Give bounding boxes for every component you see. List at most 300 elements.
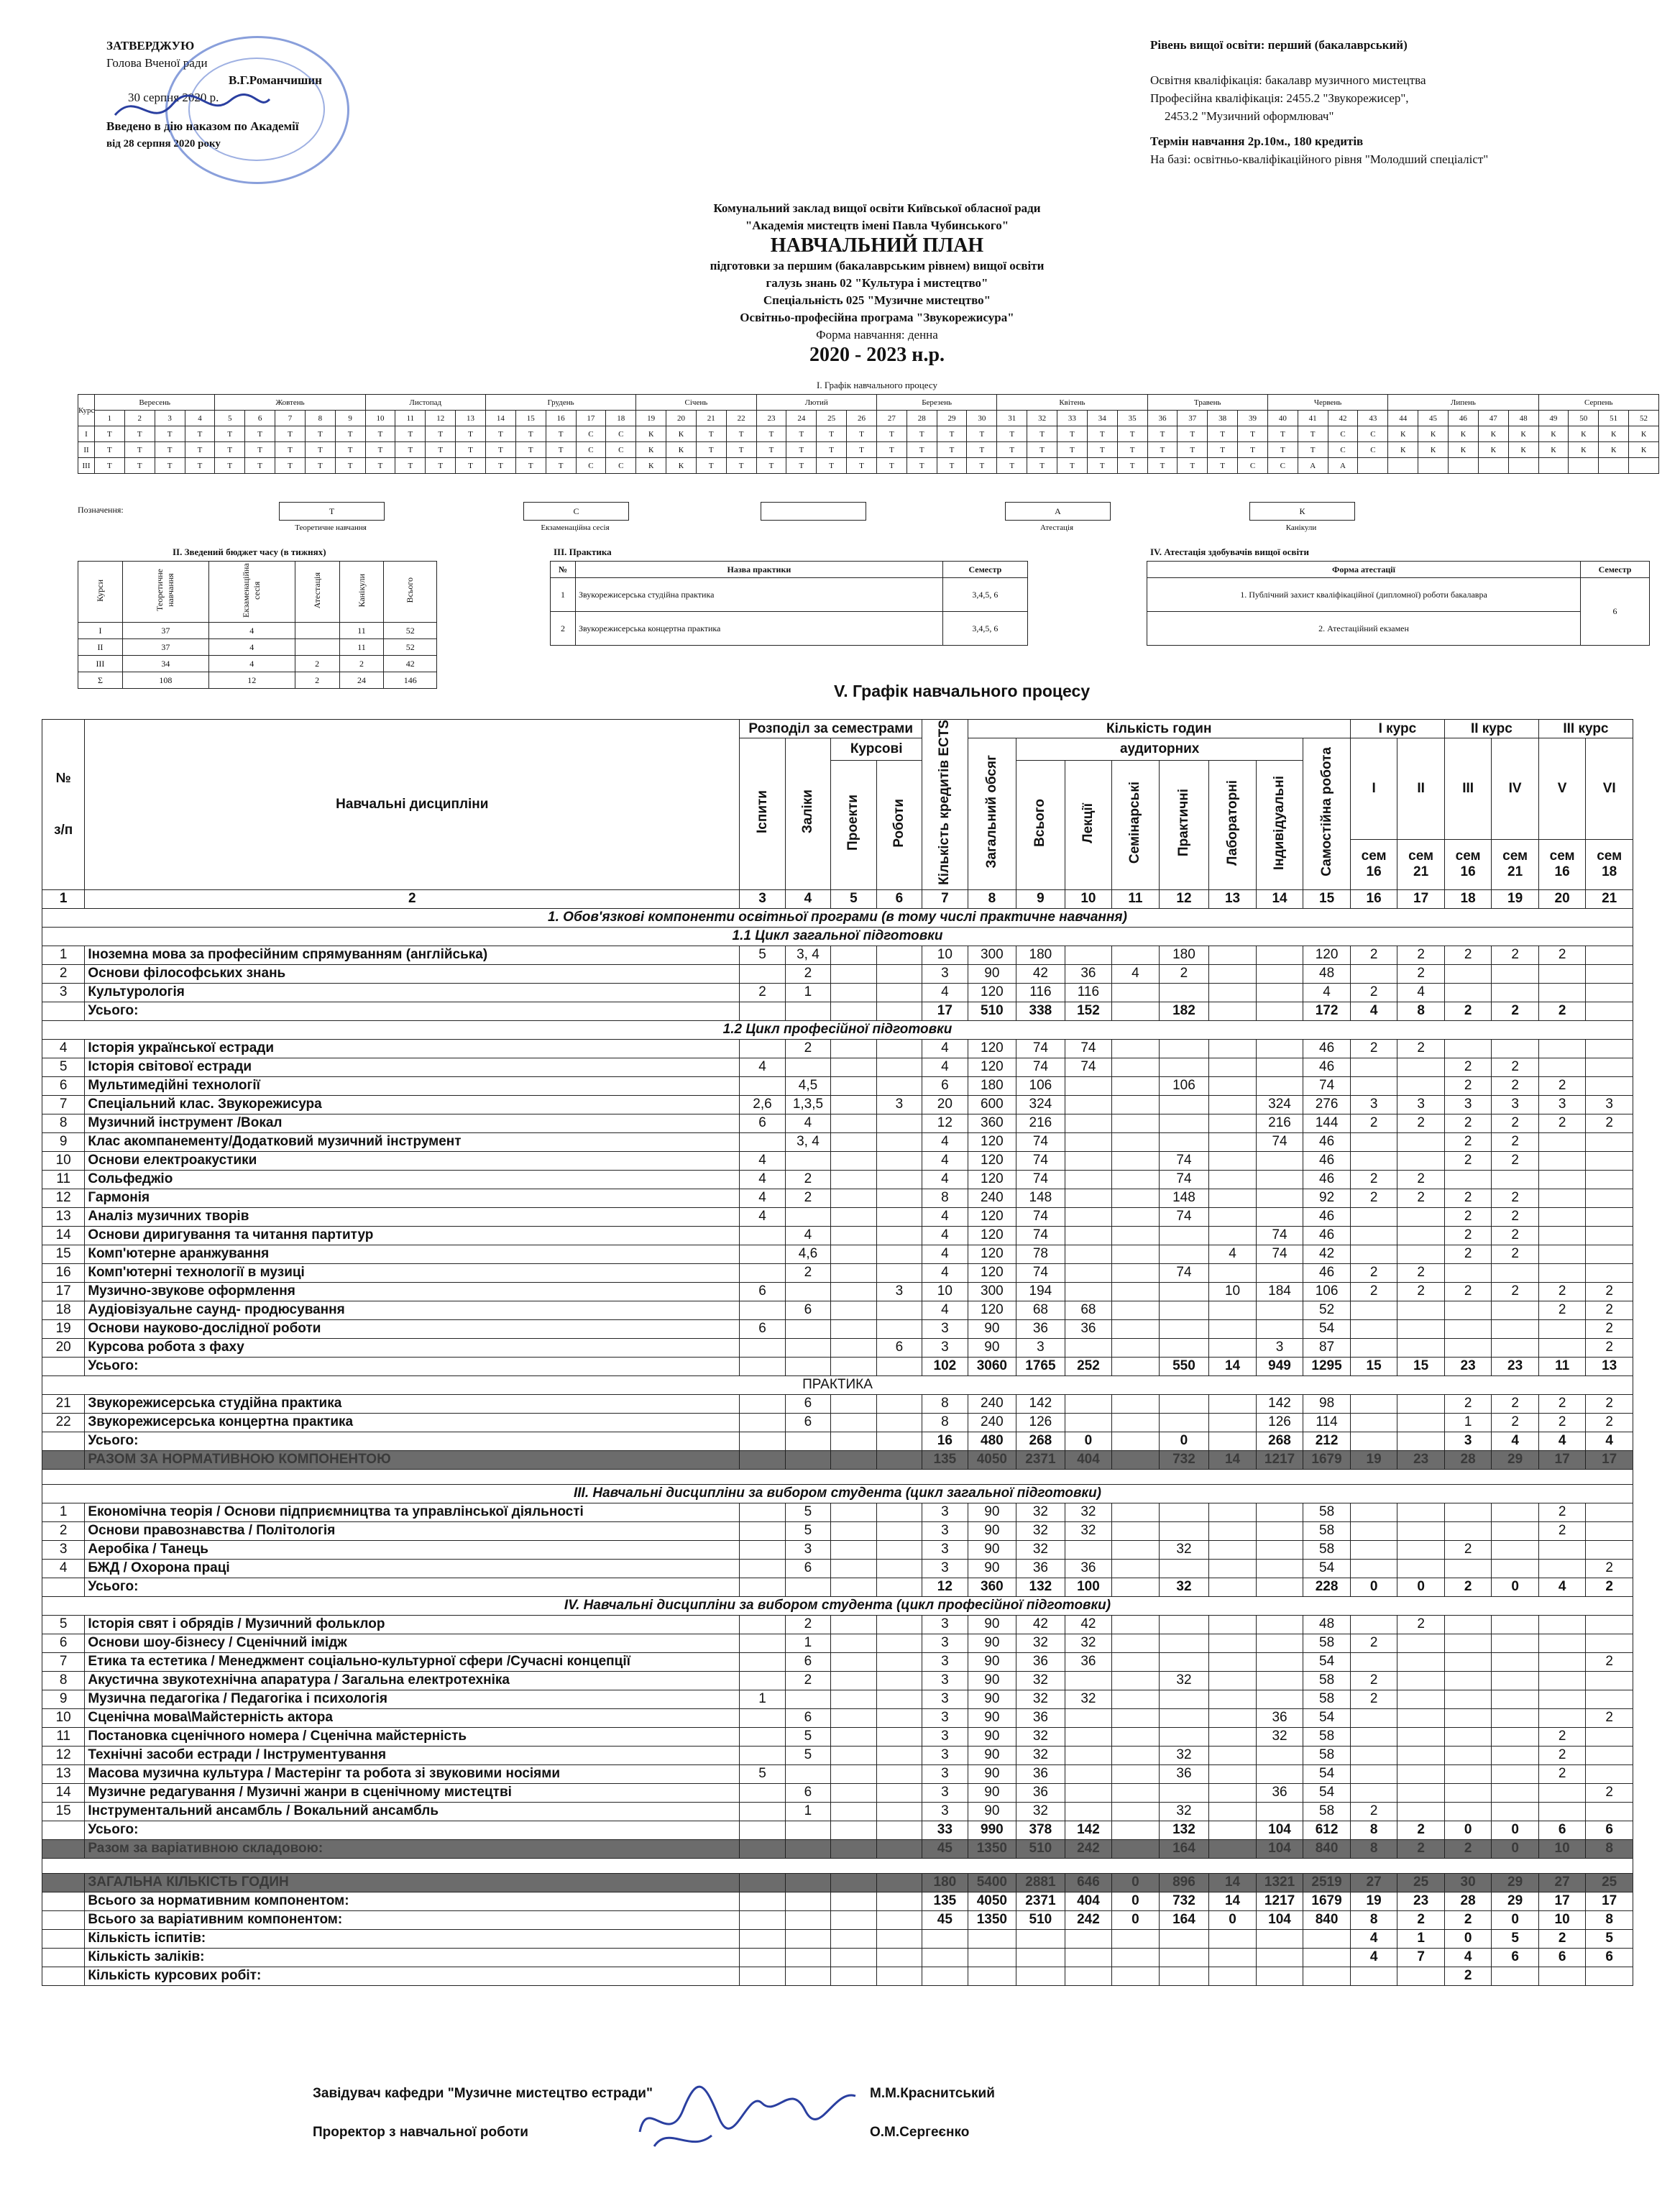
table-cell — [1209, 1652, 1257, 1671]
schedule-cell: Т — [1117, 442, 1147, 458]
table-cell — [1209, 1226, 1257, 1245]
table-cell: 36 — [1016, 1319, 1065, 1338]
schedule-cell: К — [1508, 426, 1538, 442]
table-cell — [1538, 1319, 1586, 1338]
table-row — [42, 1858, 1633, 1873]
discipline-name: Постановка сценічного номера / Сценічна майстерність — [85, 1727, 740, 1746]
table-cell: 74 — [1065, 1058, 1112, 1076]
schedule-week: 7 — [275, 411, 306, 426]
table-cell: 3 — [922, 1764, 968, 1783]
practice-cell: 2 — [551, 612, 576, 646]
schedule-cell: Т — [1147, 458, 1178, 474]
table-cell: 4 — [740, 1058, 785, 1076]
table-cell: 2 — [1350, 1189, 1397, 1207]
schedule-cell: Т — [456, 458, 486, 474]
table-row — [42, 1151, 1633, 1170]
table-cell: 10 — [42, 1708, 85, 1727]
table-cell — [1492, 1708, 1539, 1727]
table-cell: 1 — [1444, 1413, 1492, 1432]
table-cell — [1586, 1207, 1633, 1226]
table-cell: 74 — [1065, 1039, 1112, 1058]
table-cell: 48 — [1303, 1615, 1351, 1634]
table-cell — [785, 1151, 830, 1170]
practice-header: № — [551, 562, 576, 578]
table-row — [42, 1282, 1633, 1301]
table-cell — [831, 1839, 876, 1858]
table-cell — [1065, 1746, 1112, 1764]
table-row — [42, 1432, 1633, 1450]
schedule-cell: С — [576, 442, 606, 458]
table-cell — [1538, 1338, 1586, 1357]
table-cell — [1159, 1338, 1209, 1357]
table-cell — [1209, 1503, 1257, 1521]
discipline-name: Музичний інструмент /Вокал — [85, 1114, 740, 1132]
table-cell: 0 — [1112, 1892, 1160, 1910]
discipline-name: Усього: — [85, 1821, 740, 1839]
table-cell — [876, 1521, 922, 1540]
table-cell — [740, 1226, 785, 1245]
table-cell — [1492, 1559, 1539, 1578]
header-auditorium: аудиторних — [1016, 738, 1303, 761]
table-cell: 2 — [1586, 1413, 1633, 1432]
table-cell: 36 — [1016, 1559, 1065, 1578]
table-cell — [1492, 1967, 1539, 1985]
header-course: III курс — [1538, 720, 1633, 738]
schedule-week: 47 — [1478, 411, 1508, 426]
budget-cell: 12 — [208, 672, 295, 689]
colnum-cell: 5 — [831, 889, 876, 908]
schedule-cell: К — [1629, 426, 1659, 442]
table-cell: 6 — [785, 1394, 830, 1413]
table-cell: 6 — [1538, 1821, 1586, 1839]
table-cell — [1256, 1521, 1303, 1540]
table-cell — [1350, 1764, 1397, 1783]
header-semester: VI — [1586, 738, 1633, 840]
budget-cell: 4 — [208, 656, 295, 672]
schedule-row — [78, 442, 1659, 458]
table-cell — [1112, 1189, 1160, 1207]
header-all-text: Всього — [1032, 798, 1048, 847]
budget-header-text: Теоретичне навчання — [155, 569, 176, 612]
schedule-week: 48 — [1508, 411, 1538, 426]
schedule-week: 28 — [906, 411, 937, 426]
table-cell — [1444, 1301, 1492, 1319]
table-cell — [1209, 1521, 1257, 1540]
table-cell: 2 — [1444, 1058, 1492, 1076]
table-row — [42, 1615, 1633, 1634]
plan-year: 2020 - 2023 н.р. — [809, 344, 945, 366]
header-sem-weeks-value: 18 — [1602, 864, 1617, 880]
table-row — [42, 1503, 1633, 1521]
table-cell: 28 — [1444, 1892, 1492, 1910]
budget-title: II. Зведений бюджет часу (в тижнях) — [173, 546, 326, 557]
header-selfwork — [1303, 738, 1351, 890]
table-cell: 2 — [1538, 1521, 1586, 1540]
table-cell: 32 — [1065, 1521, 1112, 1540]
schedule-cell: Т — [275, 442, 306, 458]
budget-header-text: Канікули — [356, 573, 367, 608]
table-cell — [876, 1357, 922, 1375]
table-cell: 896 — [1159, 1873, 1209, 1892]
table-cell — [1159, 1559, 1209, 1578]
colnum-cell: 11 — [1112, 889, 1160, 908]
attestation-table — [1147, 561, 1650, 646]
table-cell — [831, 1802, 876, 1821]
header-sem-label: сем — [1502, 848, 1528, 864]
discipline-name: Сценічна мова\Майстерність актора — [85, 1708, 740, 1727]
table-cell: 12 — [42, 1189, 85, 1207]
table-cell — [1256, 946, 1303, 964]
schedule-cell: Т — [756, 458, 786, 474]
table-cell — [1492, 1301, 1539, 1319]
table-cell: 6 — [922, 1076, 968, 1095]
table-cell — [1256, 1929, 1303, 1948]
table-cell: 2 — [785, 1170, 830, 1189]
table-cell — [831, 1783, 876, 1802]
table-cell — [1397, 1708, 1445, 1727]
schedule-month: Серпень — [1538, 395, 1659, 411]
table-cell — [1303, 1929, 1351, 1948]
table-cell: 2 — [1586, 1652, 1633, 1671]
table-cell: 8 — [922, 1394, 968, 1413]
table-cell: 10 — [922, 1282, 968, 1301]
header-num-label: № — [55, 770, 71, 786]
table-cell — [1538, 1967, 1586, 1985]
schedule-cell: Т — [426, 442, 456, 458]
table-cell — [1112, 1301, 1160, 1319]
schedule-week: 33 — [1057, 411, 1088, 426]
schedule-cell: Т — [245, 442, 275, 458]
table-cell — [831, 1226, 876, 1245]
discipline-name: Музична педагогіка / Педагогіка і психологія — [85, 1690, 740, 1708]
header-sem-weeks-value: 16 — [1554, 864, 1570, 880]
table-cell: 3 — [922, 1727, 968, 1746]
schedule-week: 44 — [1388, 411, 1418, 426]
table-cell: 0 — [1112, 1910, 1160, 1929]
table-cell: 54 — [1303, 1319, 1351, 1338]
table-cell — [1444, 1708, 1492, 1727]
table-cell: 4 — [1538, 1432, 1586, 1450]
legend-caption: Канікули — [1285, 523, 1317, 532]
table-cell — [831, 1394, 876, 1413]
table-cell: 2 — [1350, 1671, 1397, 1690]
table-cell — [1112, 1690, 1160, 1708]
header-tests-text: Заліки — [799, 789, 815, 834]
table-cell: 216 — [1256, 1114, 1303, 1132]
table-cell: 2 — [785, 1671, 830, 1690]
signature-labels — [313, 2074, 653, 2152]
schedule-cell: Т — [426, 458, 456, 474]
table-cell: 3 — [42, 983, 85, 1002]
attestation-semester: 6 — [1581, 578, 1650, 646]
table-cell — [1538, 1671, 1586, 1690]
budget-header — [295, 562, 339, 623]
table-cell: 2 — [1492, 1245, 1539, 1263]
schedule-cell: Т — [756, 426, 786, 442]
table-cell: 3 — [1350, 1095, 1397, 1114]
table-cell: 6 — [42, 1634, 85, 1652]
table-cell: 32 — [1159, 1746, 1209, 1764]
table-cell — [785, 1450, 830, 1469]
vice-name: О.М.Сергеєнко — [870, 2125, 970, 2140]
schedule-cell: С — [1267, 458, 1298, 474]
schedule-week: 32 — [1027, 411, 1057, 426]
table-cell — [1350, 1301, 1397, 1319]
table-cell — [1586, 1263, 1633, 1282]
table-row — [42, 1263, 1633, 1282]
table-cell: 3 — [922, 1521, 968, 1540]
schedule-cell: Т — [817, 442, 847, 458]
table-cell — [1444, 1615, 1492, 1634]
table-cell — [876, 1783, 922, 1802]
table-cell: 2 — [1397, 1821, 1445, 1839]
table-cell: 116 — [1016, 983, 1065, 1002]
table-cell: 2 — [1586, 1301, 1633, 1319]
table-cell — [1586, 1540, 1633, 1559]
schedule-course: III — [78, 458, 95, 474]
table-cell: 11 — [42, 1170, 85, 1189]
table-cell — [42, 1002, 85, 1020]
table-cell: 6 — [740, 1319, 785, 1338]
header-semester: I — [1350, 738, 1397, 840]
table-cell — [1444, 1503, 1492, 1521]
table-cell: 5 — [785, 1727, 830, 1746]
table-cell — [740, 1357, 785, 1375]
legend-box: С — [523, 502, 629, 521]
table-cell — [740, 1727, 785, 1746]
table-cell: 2 — [1538, 1746, 1586, 1764]
table-cell: 3 — [922, 1319, 968, 1338]
table-cell: 13 — [1586, 1357, 1633, 1375]
table-cell — [740, 1967, 785, 1985]
table-cell: 4 — [1350, 1002, 1397, 1020]
schedule-cell: К — [1538, 442, 1569, 458]
table-cell — [740, 1948, 785, 1967]
table-cell — [740, 1263, 785, 1282]
table-row — [42, 1338, 1633, 1357]
table-cell: 6 — [785, 1301, 830, 1319]
table-cell — [740, 1783, 785, 1802]
table-cell: 18 — [42, 1301, 85, 1319]
discipline-name: Гармонія — [85, 1189, 740, 1207]
schedule-cell: К — [666, 458, 697, 474]
schedule-cell: Т — [906, 442, 937, 458]
table-cell — [1209, 1967, 1257, 1985]
table-cell: 242 — [1065, 1839, 1112, 1858]
table-cell — [831, 1301, 876, 1319]
table-cell: 42 — [1016, 964, 1065, 983]
schedule-month: Жовтень — [215, 395, 365, 411]
table-cell — [1256, 1263, 1303, 1282]
table-cell — [1350, 1058, 1397, 1076]
table-cell — [785, 1948, 830, 1967]
table-cell — [831, 983, 876, 1002]
table-cell: 46 — [1303, 1132, 1351, 1151]
table-cell — [876, 1039, 922, 1058]
table-cell: 46 — [1303, 1170, 1351, 1189]
table-cell — [740, 1132, 785, 1151]
table-cell — [1350, 1319, 1397, 1338]
table-cell — [1065, 1245, 1112, 1263]
table-cell: 4 — [922, 1245, 968, 1263]
header-sem-weeks — [1492, 839, 1539, 889]
discipline-name: Технічні засоби естради / Інструментування — [85, 1746, 740, 1764]
table-cell: 2 — [1492, 1132, 1539, 1151]
table-cell — [876, 1727, 922, 1746]
colnum-cell: 10 — [1065, 889, 1112, 908]
schedule-cell: Т — [997, 458, 1027, 474]
section-title: 1.2 Цикл професійної підготовки — [42, 1020, 1633, 1039]
table-cell — [876, 1301, 922, 1319]
table-cell — [1350, 1245, 1397, 1263]
table-cell: 90 — [968, 1559, 1016, 1578]
table-cell — [1112, 1319, 1160, 1338]
schedule-cell: Т — [1208, 442, 1238, 458]
table-cell: 2 — [1586, 1282, 1633, 1301]
table-cell: 6 — [740, 1114, 785, 1132]
schedule-cell: Т — [1298, 442, 1328, 458]
discipline-name: Звукорежисерська студійна практика — [85, 1394, 740, 1413]
table-cell: 36 — [1016, 1708, 1065, 1727]
table-cell: 2 — [1397, 1114, 1445, 1132]
table-cell — [1065, 1671, 1112, 1690]
table-cell: 17 — [1538, 1450, 1586, 1469]
table-cell: 2 — [785, 1189, 830, 1207]
table-cell — [1350, 1132, 1397, 1151]
table-cell — [1397, 1671, 1445, 1690]
table-cell: 252 — [1065, 1357, 1112, 1375]
table-cell: 17 — [42, 1282, 85, 1301]
colnum-cell: 20 — [1538, 889, 1586, 908]
table-cell: 46 — [1303, 1151, 1351, 1170]
table-cell — [1112, 1076, 1160, 1095]
table-cell: 100 — [1065, 1578, 1112, 1596]
table-row — [42, 1189, 1633, 1207]
table-cell — [1444, 1802, 1492, 1821]
table-cell — [831, 1821, 876, 1839]
table-cell: 74 — [1016, 1058, 1065, 1076]
table-cell: 4 — [1112, 964, 1160, 983]
table-cell: 15 — [42, 1245, 85, 1263]
schedule-cell: Т — [967, 442, 997, 458]
table-cell — [1065, 1929, 1112, 1948]
table-cell — [1159, 1783, 1209, 1802]
table-cell — [1159, 1394, 1209, 1413]
table-cell: 90 — [968, 964, 1016, 983]
table-cell — [1538, 1226, 1586, 1245]
schedule-month: Січень — [636, 395, 756, 411]
table-cell — [831, 1207, 876, 1226]
schedule-cell: С — [1358, 442, 1388, 458]
table-cell: 2 — [1444, 1967, 1492, 1985]
table-row — [42, 1450, 1633, 1469]
header-total-volume — [968, 738, 1016, 890]
schedule-week: 40 — [1267, 411, 1298, 426]
table-cell: 5400 — [968, 1873, 1016, 1892]
schedule-week: 12 — [426, 411, 456, 426]
schedule-cell: С — [576, 458, 606, 474]
table-cell: 4 — [740, 1189, 785, 1207]
table-cell — [1112, 1170, 1160, 1189]
table-cell — [1492, 1338, 1539, 1357]
table-cell — [740, 1002, 785, 1020]
table-cell — [876, 1226, 922, 1245]
table-cell — [1492, 1671, 1539, 1690]
table-cell: 2371 — [1016, 1892, 1065, 1910]
table-cell: 32 — [1065, 1690, 1112, 1708]
table-cell — [1016, 1967, 1065, 1985]
schedule-week: 31 — [997, 411, 1027, 426]
schedule-cell: Т — [1087, 458, 1117, 474]
table-cell: 152 — [1065, 1002, 1112, 1020]
table-cell — [1586, 1039, 1633, 1058]
table-cell — [1350, 1521, 1397, 1540]
table-cell — [1159, 1095, 1209, 1114]
table-cell: 4 — [922, 1226, 968, 1245]
table-row — [42, 1783, 1633, 1802]
table-cell: 510 — [1016, 1910, 1065, 1929]
discipline-name: Основи філософських знань — [85, 964, 740, 983]
schedule-week: 21 — [696, 411, 726, 426]
table-cell: 104 — [1256, 1910, 1303, 1929]
table-cell: 2 — [1397, 1170, 1445, 1189]
table-cell — [1586, 1132, 1633, 1151]
table-cell: 949 — [1256, 1357, 1303, 1375]
schedule-cell: А — [1328, 458, 1358, 474]
schedule-week: 35 — [1117, 411, 1147, 426]
schedule-cell: С — [606, 442, 636, 458]
schedule-month: Грудень — [485, 395, 635, 411]
schedule-cell: С — [1328, 442, 1358, 458]
table-cell: 7 — [42, 1095, 85, 1114]
table-cell — [1209, 1076, 1257, 1095]
schedule-week: 23 — [756, 411, 786, 426]
table-cell: 4 — [1303, 983, 1351, 1002]
table-cell — [1444, 1634, 1492, 1652]
header-sem-label: сем — [1361, 848, 1387, 864]
table-cell: 4 — [922, 983, 968, 1002]
schedule-week: 25 — [817, 411, 847, 426]
budget-header — [78, 562, 123, 623]
table-cell — [1492, 983, 1539, 1002]
schedule-cell: К — [1478, 426, 1508, 442]
table-cell: 2 — [1586, 1394, 1633, 1413]
table-cell: 144 — [1303, 1114, 1351, 1132]
table-cell: 324 — [1256, 1095, 1303, 1114]
schedule-week: 50 — [1569, 411, 1599, 426]
schedule-week: 36 — [1147, 411, 1178, 426]
table-cell: 32 — [1016, 1690, 1065, 1708]
table-cell: 2 — [1538, 946, 1586, 964]
table-cell: 3 — [1256, 1338, 1303, 1357]
table-cell — [1586, 1690, 1633, 1708]
table-cell — [740, 1245, 785, 1263]
discipline-name: Кількість іспитів: — [85, 1929, 740, 1948]
table-cell — [42, 1432, 85, 1450]
schedule-cell: Т — [515, 458, 546, 474]
table-cell — [1065, 1189, 1112, 1207]
table-cell — [831, 1282, 876, 1301]
discipline-name: Інструментальний ансамбль / Вокальний ансамбль — [85, 1802, 740, 1821]
table-cell — [1209, 1559, 1257, 1578]
table-cell: 2 — [1444, 1226, 1492, 1245]
table-cell: 3 — [1397, 1095, 1445, 1114]
table-cell: 114 — [1303, 1413, 1351, 1432]
table-cell: 90 — [968, 1802, 1016, 1821]
level-info — [1150, 36, 1488, 168]
table-row — [42, 1394, 1633, 1413]
header-sem-weeks-value: 16 — [1366, 864, 1382, 880]
